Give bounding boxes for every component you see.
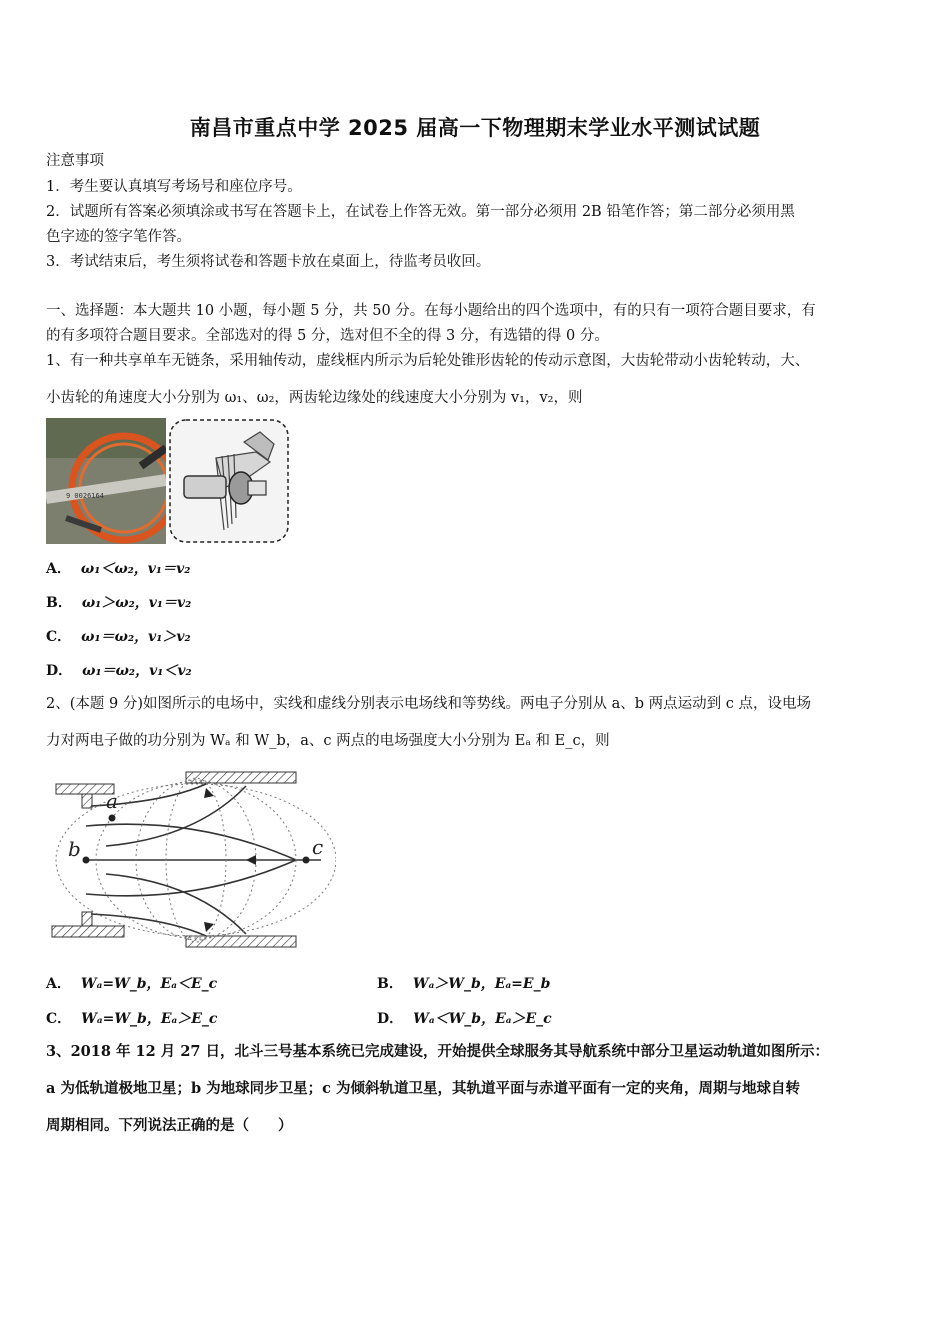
- q1-option-d-text: ω₁＝ω₂，v₁＜v₂: [82, 663, 192, 679]
- q2-option-b[interactable]: [377, 973, 550, 993]
- q2-option-b-label: B．: [377, 976, 403, 992]
- notice-item-3: 3．考试结束后，考生须将试卷和答题卡放在桌面上，待监考员收回。: [46, 254, 491, 270]
- point-a-marker: [109, 815, 116, 822]
- notice-item-1: 1．考生要认真填写考场号和座位序号。: [46, 179, 302, 195]
- section-intro-line2: 的有多项符合题目要求。全部选对的得 5 分，选对但不全的得 3 分，有选错的得 0 分。: [46, 328, 609, 344]
- q2-option-a-label: A．: [46, 976, 71, 992]
- q1-option-b-text: ω₁＞ω₂，v₁＝v₂: [81, 595, 192, 611]
- point-c-label: c: [312, 835, 324, 859]
- q1-stem-line1: 1、有一种共享单车无链条，采用轴传动，虚线框内所示为后轮处锥形齿轮的传动示意图，大齿轮带动小齿轮转动，大、: [46, 353, 810, 369]
- page-title: 南昌市重点中学 2025 届高一下物理期末学业水平测试试题: [189, 116, 761, 140]
- q1-option-d[interactable]: [46, 660, 192, 680]
- q2-option-d[interactable]: [377, 1008, 552, 1028]
- q2-figure: [46, 766, 336, 954]
- point-b-label: b: [68, 837, 81, 861]
- section-intro-line1: 一、选择题：本大题共 10 小题，每小题 5 分，共 50 分。在每小题给出的四个选项中，有的只有一项符合题目要求，有: [46, 303, 816, 319]
- q3-stem-line3: 周期相同。下列说法正确的是（ ）: [46, 1117, 293, 1134]
- notice-item-2-cont: 色字迹的签字笔作答。: [46, 229, 191, 245]
- q2-stem-line2: 力对两电子做的功分别为 Wₐ 和 W_b，a、c 两点的电场强度大小分别为 Eₐ 和 E_c，则: [46, 733, 610, 749]
- q1-option-c-label: C．: [46, 629, 72, 645]
- q1-option-d-label: D．: [46, 663, 73, 679]
- q1-stem-line2: 小齿轮的角速度大小分别为 ω₁、ω₂，两齿轮边缘处的线速度大小分别为 v₁，v₂，则: [46, 390, 583, 406]
- q2-option-d-label: D．: [377, 1011, 404, 1027]
- point-a-label: a: [106, 789, 118, 813]
- q1-option-b[interactable]: [46, 592, 191, 612]
- q1-option-b-label: B．: [46, 595, 72, 611]
- q1-option-c[interactable]: [46, 626, 191, 646]
- q2-option-c-label: C．: [46, 1011, 72, 1027]
- bike-serial-text: 9 0026164: [66, 492, 104, 500]
- q2-option-a[interactable]: [46, 973, 217, 993]
- q2-option-c-text: Wₐ=W_b，Eₐ＞E_c: [81, 1011, 218, 1027]
- q2-option-c[interactable]: [46, 1008, 217, 1028]
- q2-stem-line1: 2、(本题 9 分)如图所示的电场中，实线和虚线分别表示电场线和等势线。两电子分别从 a、b 两点运动到 c 点，设电场: [46, 696, 811, 712]
- notice-item-2: 2．试题所有答案必须填涂或书写在答题卡上，在试卷上作答无效。第一部分必须用 2B 铅笔作答；第二部分必须用黑: [46, 204, 795, 220]
- point-c-marker: [303, 857, 310, 864]
- q2-option-b-text: Wₐ＞W_b，Eₐ=E_b: [412, 976, 551, 992]
- notice-heading: 注意事项: [46, 153, 104, 169]
- point-b-marker: [83, 857, 90, 864]
- bicycle-gear-illustration: [46, 418, 290, 544]
- q1-figure: [46, 418, 290, 544]
- q1-option-c-text: ω₁＝ω₂，v₁＞v₂: [81, 629, 191, 645]
- q2-option-d-text: Wₐ＜W_b，Eₐ＞E_c: [413, 1011, 552, 1027]
- q2-option-a-text: Wₐ=W_b，Eₐ＜E_c: [80, 976, 218, 992]
- q1-option-a-text: ω₁＜ω₂，v₁＝v₂: [80, 561, 191, 577]
- q1-option-a[interactable]: [46, 558, 190, 578]
- q1-option-a-label: A．: [46, 561, 71, 577]
- q3-stem-line2: a 为低轨道极地卫星；b 为地球同步卫星；c 为倾斜轨道卫星，其轨道平面与赤道平面有一定的夹角，周期与地球自转: [46, 1080, 801, 1097]
- electric-field-diagram: [46, 766, 336, 954]
- q3-stem-line1: 3、2018 年 12 月 27 日，北斗三号基本系统已完成建设，开始提供全球服务其导航系统中部分卫星运动轨道如图所示：: [46, 1043, 830, 1060]
